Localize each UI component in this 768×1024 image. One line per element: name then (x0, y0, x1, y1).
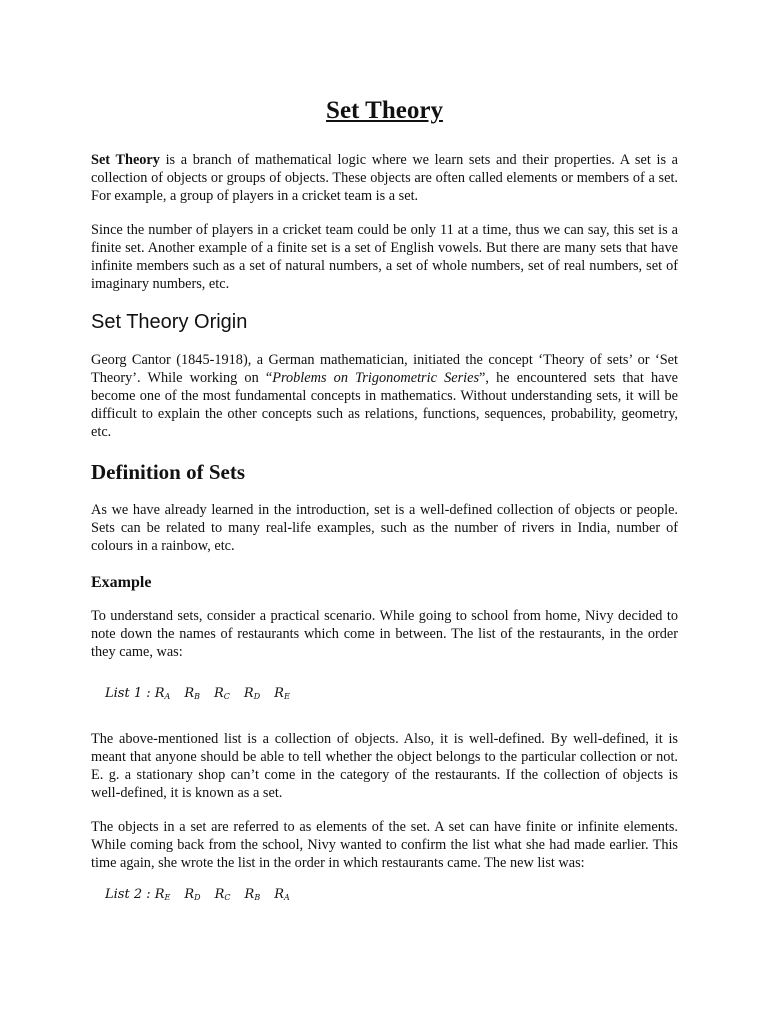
list-1-item: $R_D$ (243, 686, 261, 701)
document-content (91, 95, 678, 907)
page-title: Set Theory (326, 97, 443, 124)
list-2-label: List 2 : (105, 887, 155, 902)
origin-text-before: Georg Cantor (1845-1918), a German mathematician, initiated the concept ‘Theory of sets’ or ‘Set Theory’. While working on “ (91, 352, 678, 386)
origin-text-after: ”, he encountered sets that have become one of the most fundamental concepts in mathematics. Without understanding sets, it will be difficult to explain the other concepts such as relations, functions, sequences, probability, geometry, etc. (91, 370, 678, 440)
list-2-item: $R_C$ (214, 887, 231, 902)
list-1-item: $R_A$ (154, 686, 171, 701)
list-1-label: List 1 : (105, 686, 155, 701)
list-2-item: $R_A$ (274, 887, 290, 902)
list-1-item: $R_C$ (214, 686, 230, 701)
list-1-formula (91, 685, 678, 706)
example-paragraph-2: The above-mentioned list is a collection of objects. Also, it is well-defined. By well-defined, it is meant that anyone should be able to tell whether the object belongs to the particular collection or not. E. g. a stationary shop can’t come in the category of the restaurants. If the collection of objects is well-defined, it is known as a set. (91, 731, 678, 801)
example-heading: Example (91, 574, 152, 591)
list-2-item: $R_D$ (184, 887, 201, 902)
origin-paragraph (91, 351, 678, 441)
list-2-item: $R_B$ (244, 887, 261, 902)
intro-paragraph-2: Since the number of players in a cricket team could be only 11 at a time, thus we can say, this set is a finite set. Another example of a finite set is a set of English vowels. But there are many sets that have infinite members such as a set of natural numbers, a set of whole numbers, set of real numbers, set of imaginary numbers, etc. (91, 222, 678, 292)
list-1-item: $R_B$ (184, 686, 200, 701)
definition-paragraph: As we have already learned in the introduction, set is a well-defined collection of objects or people. Sets can be related to many real-life examples, such as the number of rivers in India, number of colours in a rainbow, etc. (91, 502, 678, 554)
intro-paragraph-1 (91, 151, 678, 205)
list-1-item: $R_E$ (274, 686, 290, 701)
intro-lead-term: Set Theory (91, 152, 160, 168)
origin-heading: Set Theory Origin (91, 311, 248, 333)
intro-paragraph-1-text: is a branch of mathematical logic where we learn sets and their properties. A set is a collection of objects or groups of objects. These objects are often called elements or members of a set. For example, a group of players in a cricket team is a set. (91, 152, 679, 204)
list-2-item: $R_E$ (154, 887, 171, 902)
example-paragraph-1: To understand sets, consider a practical scenario. While going to school from home, Nivy decided to note down the names of restaurants which come in between. The list of the restaurants, in the order they came, was: (91, 608, 678, 660)
list-2-formula (91, 886, 678, 907)
definition-heading: Definition of Sets (91, 460, 245, 484)
example-paragraph-3: The objects in a set are referred to as elements of the set. A set can have finite or infinite elements. While coming back from the school, Nivy wanted to confirm the list what she had made earlier. This time again, she wrote the list in the order in which restaurants came. The new list was: (91, 819, 678, 871)
origin-italic-title: Problems on Trigonometric Series (272, 370, 480, 386)
